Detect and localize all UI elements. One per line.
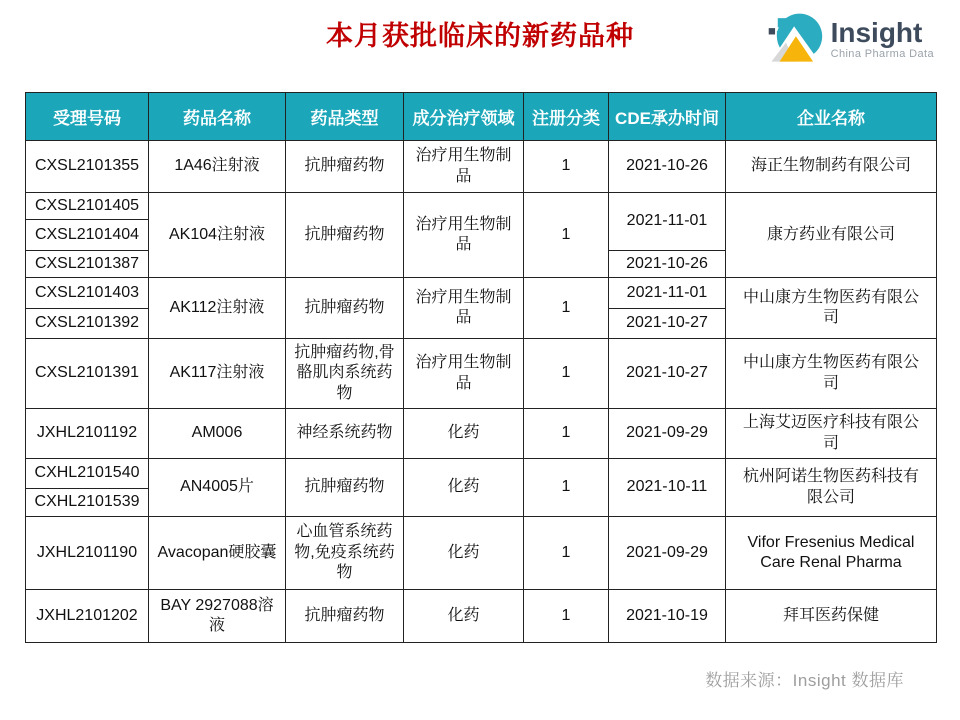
acceptance-no-cell: CXSL2101403 — [26, 278, 149, 309]
cde-date-cell: 2021-10-26 — [609, 251, 726, 278]
reg-class-cell: 1 — [524, 590, 609, 643]
table-row — [26, 459, 937, 489]
therapy-area-cell: 治疗用生物制品 — [404, 193, 524, 278]
company-cell: 康方药业有限公司 — [726, 193, 937, 278]
drug-type-cell: 抗肿瘤药物 — [286, 193, 404, 278]
acceptance-no-cell: CXHL2101540 — [26, 459, 149, 489]
acceptance-no-cell: CXSL2101387 — [26, 251, 149, 278]
acceptance-no-cell: CXHL2101539 — [26, 489, 149, 517]
drug-name-cell: AK117注射液 — [149, 339, 286, 409]
reg-class-cell: 1 — [524, 193, 609, 278]
drug-type-cell: 抗肿瘤药物 — [286, 278, 404, 339]
table-row — [26, 339, 937, 409]
table-row — [26, 590, 937, 643]
cde-date-cell: 2021-10-11 — [609, 459, 726, 517]
drug-type-cell: 抗肿瘤药物 — [286, 141, 404, 193]
column-header-drug-type: 药品类型 — [286, 93, 404, 141]
column-header-cde-date: CDE承办时间 — [609, 93, 726, 141]
cde-date-cell: 2021-10-19 — [609, 590, 726, 643]
company-cell: 拜耳医药保健 — [726, 590, 937, 643]
reg-class-cell: 1 — [524, 278, 609, 339]
drug-type-cell: 神经系统药物 — [286, 409, 404, 459]
reg-class-cell: 1 — [524, 517, 609, 590]
drug-name-cell: 1A46注射液 — [149, 141, 286, 193]
table-row — [26, 278, 937, 309]
therapy-area-cell: 治疗用生物制品 — [404, 278, 524, 339]
cde-date-cell: 2021-10-26 — [609, 141, 726, 193]
logo-text — [831, 18, 934, 61]
company-cell: 杭州阿诺生物医药科技有限公司 — [726, 459, 937, 517]
drug-name-cell: AN4005片 — [149, 459, 286, 517]
table-row — [26, 517, 937, 590]
acceptance-no-cell: CXSL2101355 — [26, 141, 149, 193]
data-source-note: 数据来源：Insight 数据库 — [705, 671, 904, 690]
company-cell: 上海艾迈医疗科技有限公司 — [726, 409, 937, 459]
drug-name-cell: AK112注射液 — [149, 278, 286, 339]
column-header-acceptance-no: 受理号码 — [26, 93, 149, 141]
reg-class-cell: 1 — [524, 459, 609, 517]
therapy-area-cell: 化药 — [404, 409, 524, 459]
cde-date-cell: 2021-11-01 — [609, 193, 726, 251]
cde-date-cell: 2021-09-29 — [609, 517, 726, 590]
company-cell: 海正生物制药有限公司 — [726, 141, 937, 193]
drug-type-cell: 抗肿瘤药物,骨骼肌肉系统药物 — [286, 339, 404, 409]
table-row — [26, 141, 937, 193]
drug-name-cell: AK104注射液 — [149, 193, 286, 278]
insight-logo-icon — [766, 9, 824, 69]
therapy-area-cell: 化药 — [404, 590, 524, 643]
cde-date-cell: 2021-10-27 — [609, 339, 726, 409]
drug-type-cell: 抗肿瘤药物 — [286, 590, 404, 643]
column-header-company: 企业名称 — [726, 93, 937, 141]
acceptance-no-cell: JXHL2101202 — [26, 590, 149, 643]
reg-class-cell: 1 — [524, 141, 609, 193]
column-header-therapy-area: 成分治疗领域 — [404, 93, 524, 141]
acceptance-no-cell: CXSL2101391 — [26, 339, 149, 409]
company-cell: 中山康方生物医药有限公司 — [726, 339, 937, 409]
page-title: 本月获批临床的新药品种 — [326, 21, 634, 51]
column-header-reg-class: 注册分类 — [524, 93, 609, 141]
insight-logo — [766, 9, 934, 69]
table-header-row — [26, 93, 937, 141]
reg-class-cell: 1 — [524, 409, 609, 459]
company-cell: Vifor Fresenius Medical Care Renal Pharma — [726, 517, 937, 590]
drug-type-cell: 心血管系统药物,免疫系统药物 — [286, 517, 404, 590]
logo-name: Insight — [830, 16, 923, 48]
acceptance-no-cell: CXSL2101392 — [26, 309, 149, 339]
therapy-area-cell: 治疗用生物制品 — [404, 339, 524, 409]
therapy-area-cell: 治疗用生物制品 — [404, 141, 524, 193]
cde-date-cell: 2021-10-27 — [609, 309, 726, 339]
reg-class-cell: 1 — [524, 339, 609, 409]
approved-drugs-table — [25, 92, 937, 643]
cde-date-cell: 2021-11-01 — [609, 278, 726, 309]
drug-name-cell: BAY 2927088溶液 — [149, 590, 286, 643]
therapy-area-cell: 化药 — [404, 517, 524, 590]
acceptance-no-cell: JXHL2101190 — [26, 517, 149, 590]
column-header-drug-name: 药品名称 — [149, 93, 286, 141]
drug-name-cell: AM006 — [149, 409, 286, 459]
logo-tagline: China Pharma Data — [830, 47, 934, 60]
table-row — [26, 409, 937, 459]
cde-date-cell: 2021-09-29 — [609, 409, 726, 459]
drug-name-cell: Avacopan硬胶囊 — [149, 517, 286, 590]
drug-type-cell: 抗肿瘤药物 — [286, 459, 404, 517]
company-cell: 中山康方生物医药有限公司 — [726, 278, 937, 339]
acceptance-no-cell: JXHL2101192 — [26, 409, 149, 459]
acceptance-no-cell: CXSL2101404 — [26, 220, 149, 251]
therapy-area-cell: 化药 — [404, 459, 524, 517]
acceptance-no-cell: CXSL2101405 — [26, 193, 149, 220]
table-row — [26, 193, 937, 220]
